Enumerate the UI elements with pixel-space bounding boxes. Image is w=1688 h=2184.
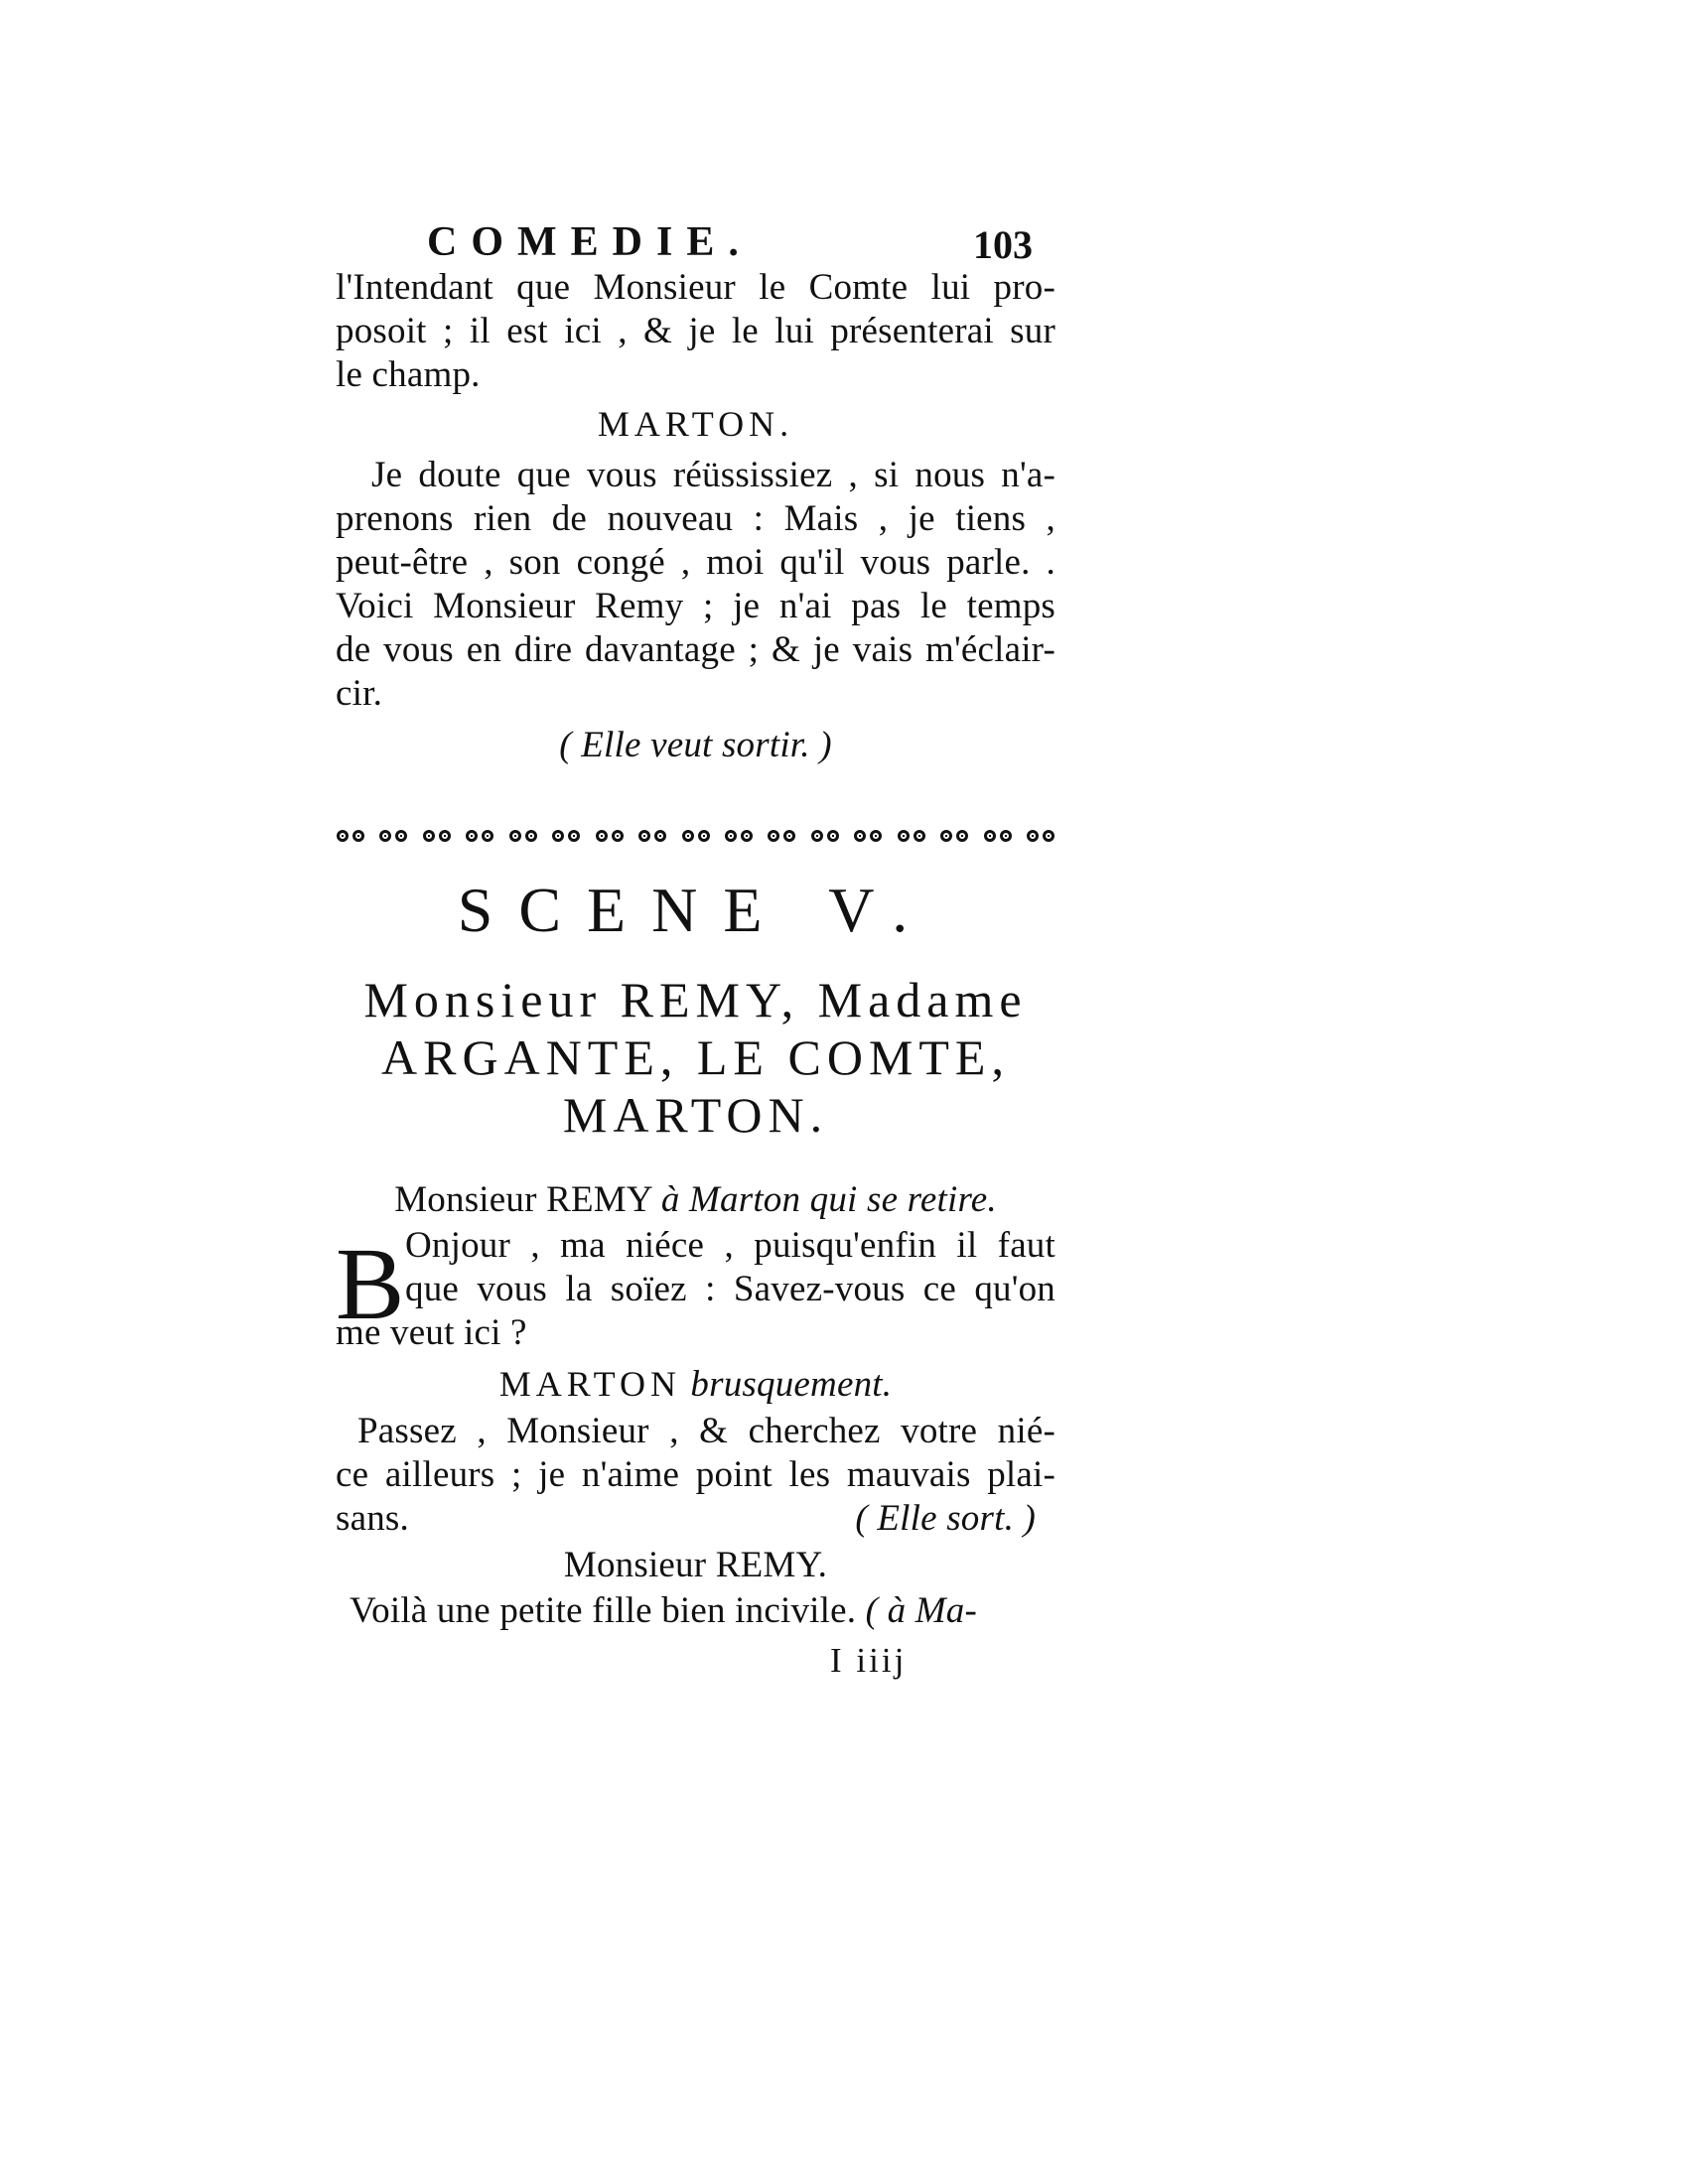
ornament-icon: [681, 825, 711, 847]
speaker-name: Monsieur REMY: [394, 1179, 652, 1220]
text-line: l'Intendant que Monsieur le Comte lui pro-: [336, 267, 1055, 308]
ornament-icon: [853, 825, 883, 847]
text-line: que vous la soïez : Savez-vous ce qu'on: [405, 1269, 1055, 1309]
ornament-icon: [378, 825, 408, 847]
ornament-icon: [595, 825, 625, 847]
page-number: 103: [973, 222, 1033, 267]
text-line: ce ailleurs ; je n'aime point les mauvais plai-: [336, 1454, 1055, 1495]
running-header-title: COMEDIE.: [427, 219, 753, 265]
text-line: le champ.: [336, 354, 481, 395]
ornament-icon: [810, 825, 840, 847]
cast-line: MARTON.: [562, 1087, 829, 1143]
ornament-icon: [983, 825, 1013, 847]
text-line: [336, 1497, 1055, 1541]
speaker-name: Monsieur REMY.: [563, 1545, 828, 1585]
text-line: prenons rien de nouveau : Mais , je tiens ,: [336, 498, 1055, 539]
ornament-icon: [939, 825, 969, 847]
ornament-icon: [1026, 825, 1055, 847]
text-line: posoit ; il est ici , & je le lui présenterai sur: [336, 311, 1055, 351]
signature-mark: I iiij: [830, 1641, 908, 1680]
stage-direction: ( à Ma-: [865, 1590, 978, 1631]
ornament-icon: [508, 825, 538, 847]
ornament-icon: [551, 825, 581, 847]
speaker-name: MARTON.: [597, 404, 794, 444]
ornament-icon: [637, 825, 667, 847]
ornamental-divider: [336, 816, 1055, 856]
text-line: Onjour , ma niéce , puisqu'enfin il faut: [405, 1225, 1055, 1266]
stage-direction: à Marton qui se retire.: [660, 1179, 997, 1220]
ornament-icon: [336, 825, 365, 847]
ornament-icon: [897, 825, 926, 847]
text-line: Passez , Monsieur , & cherchez votre nié-: [357, 1411, 1055, 1451]
text-line: Je doute que vous réüssissiez , si nous n'a-: [371, 455, 1055, 495]
text-line: cir.: [336, 673, 383, 714]
stage-direction: ( Elle sort. ): [855, 1498, 1036, 1539]
text-fragment: sans.: [336, 1498, 409, 1539]
stage-direction: ( Elle veut sortir. ): [559, 725, 832, 765]
text-line: peut-être , son congé , moi qu'il vous parle. .: [336, 542, 1055, 583]
drop-cap: B: [336, 1227, 405, 1341]
text-line: Voici Monsieur Remy ; je n'ai pas le temps: [336, 586, 1055, 626]
speaker-with-direction: [336, 1178, 1055, 1222]
text-fragment: Voilà une petite fille bien incivile.: [350, 1590, 857, 1631]
text-line: de vous en dire davantage ; & je vais m'éclair-: [336, 629, 1055, 670]
scene-title: SCENE V.: [457, 875, 934, 945]
text-line: me veut ici ?: [336, 1312, 527, 1353]
text-line: [350, 1589, 1055, 1633]
stage-direction: brusquement.: [690, 1364, 893, 1405]
cast-line: Monsieur REMY, Madame: [363, 972, 1028, 1027]
ornament-icon: [422, 825, 452, 847]
ornament-icon: [465, 825, 494, 847]
speaker-with-direction: [336, 1362, 1055, 1407]
ornament-icon: [767, 825, 796, 847]
ornament-icon: [724, 825, 754, 847]
cast-line: ARGANTE, LE COMTE,: [381, 1029, 1010, 1085]
speaker-name: MARTON: [498, 1364, 681, 1404]
